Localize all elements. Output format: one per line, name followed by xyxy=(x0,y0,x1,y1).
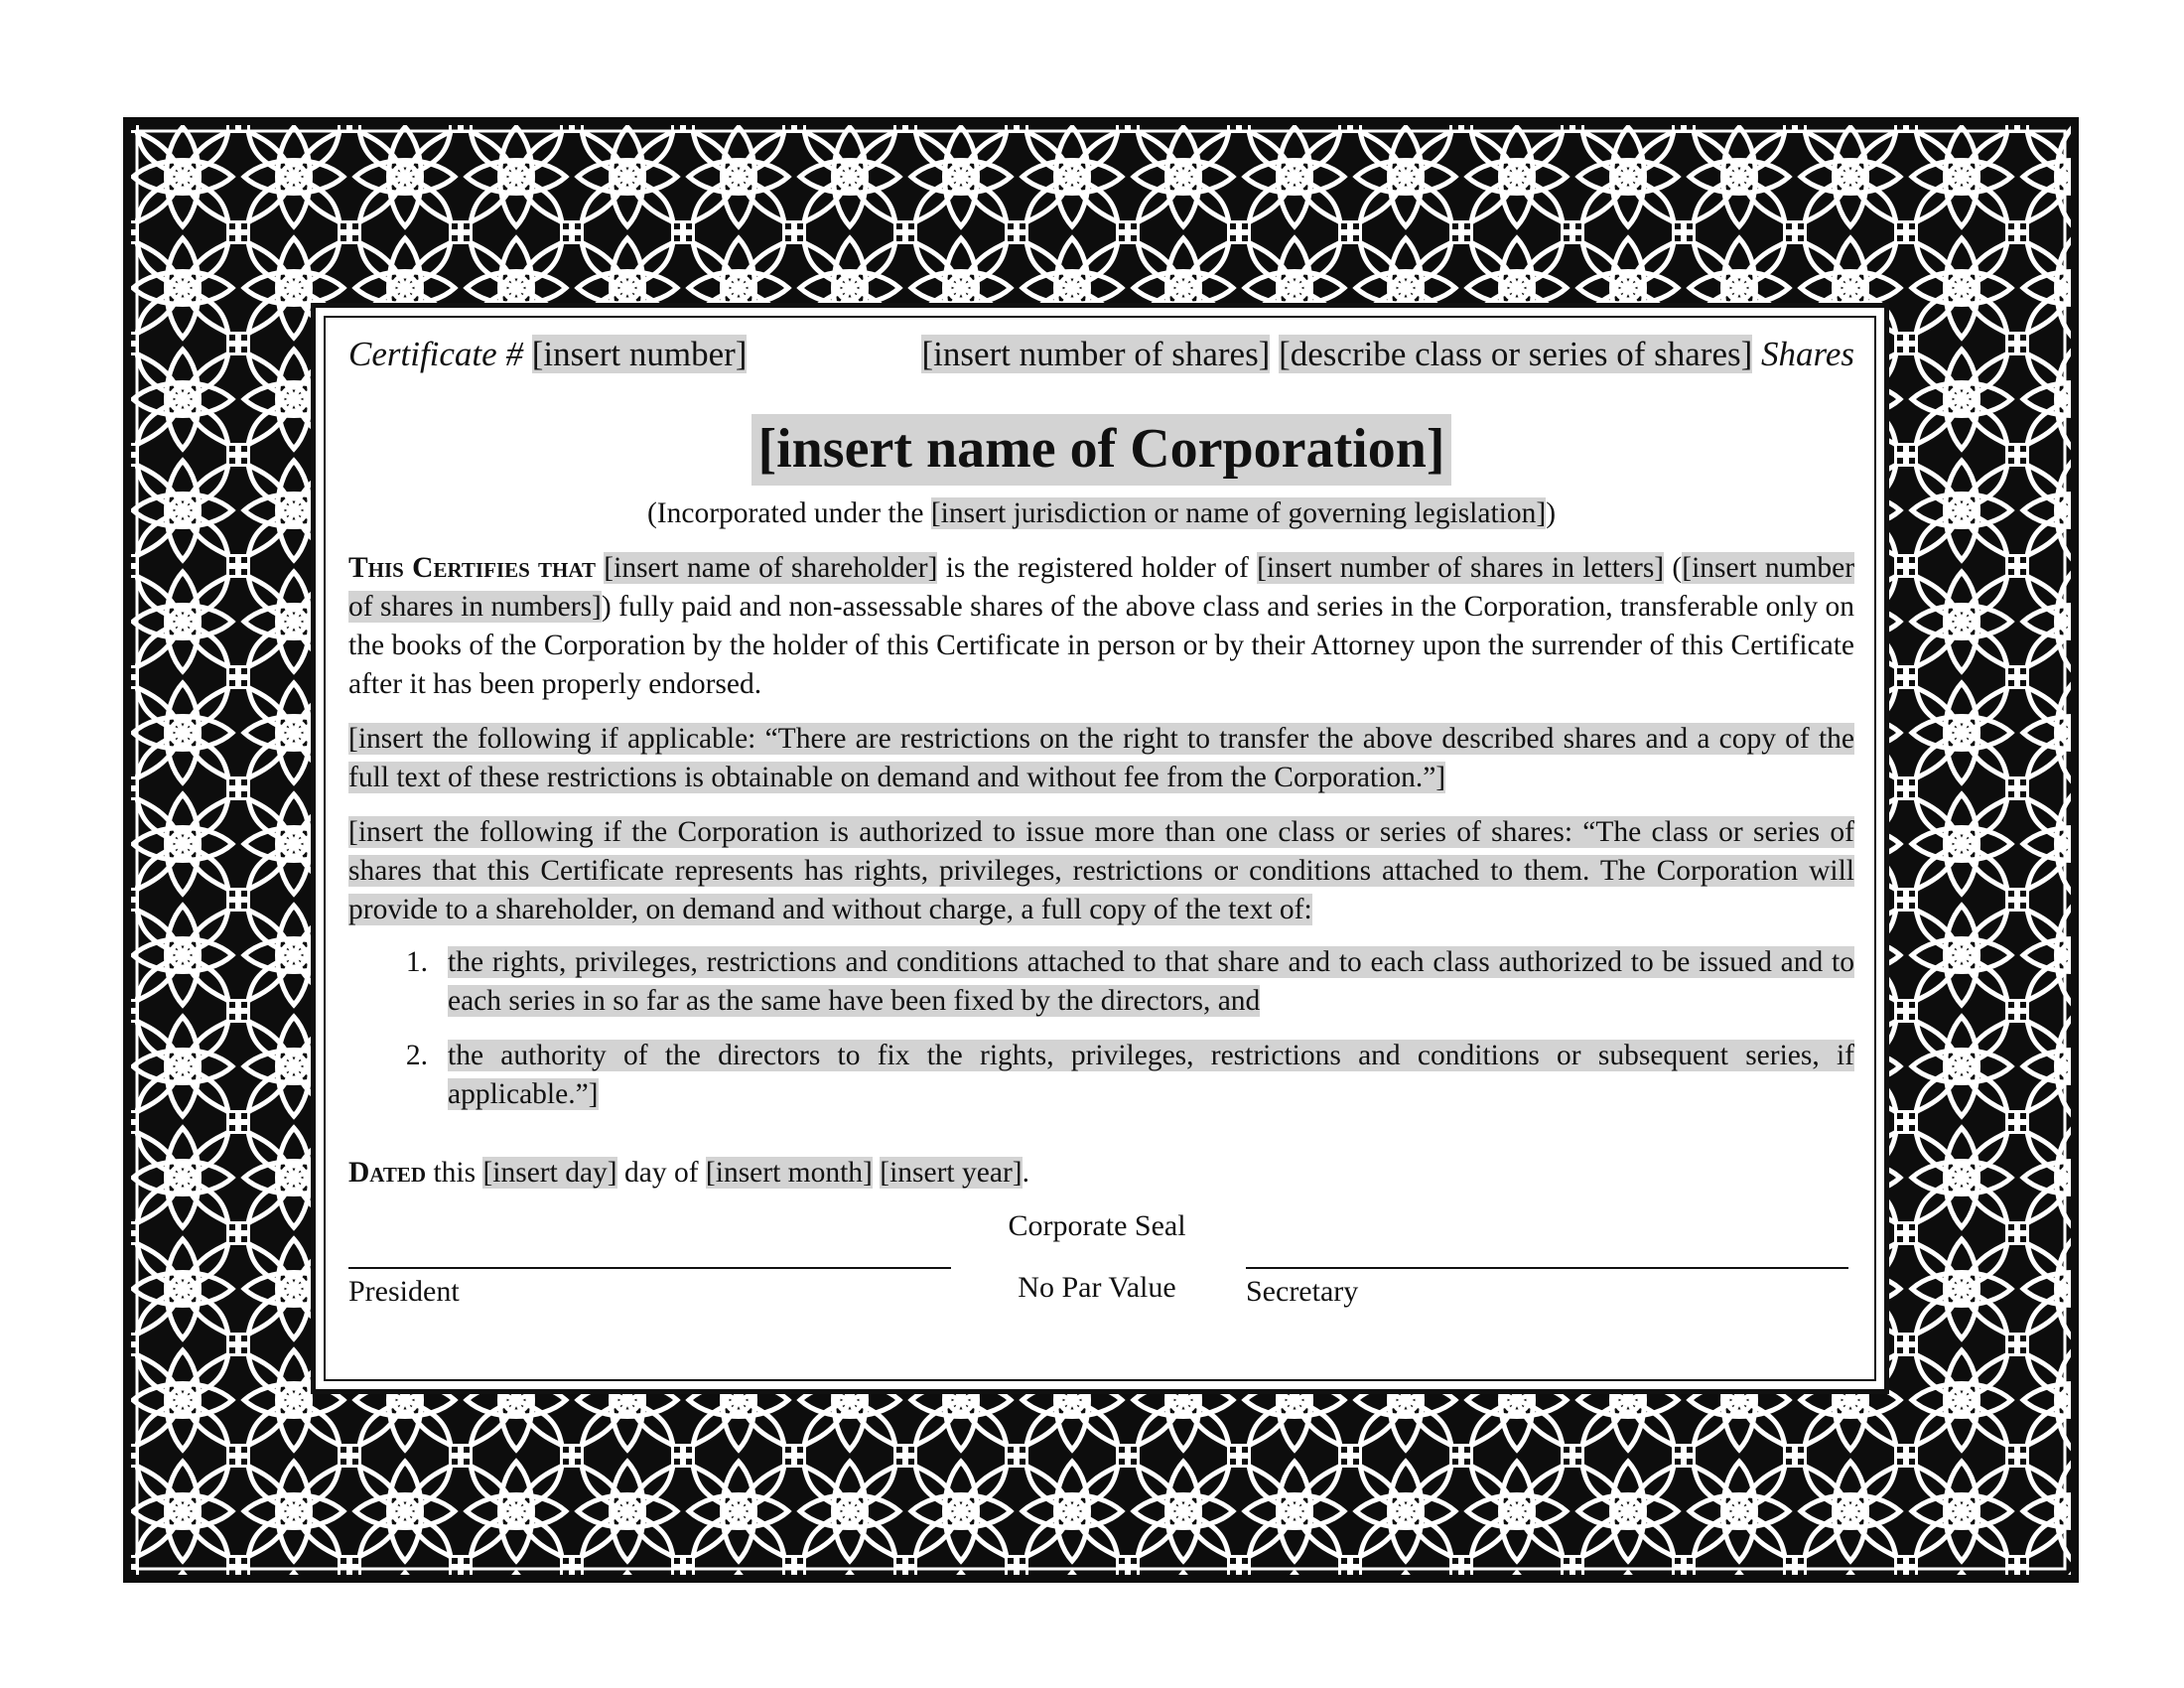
list-item-text-wrap xyxy=(448,1037,1854,1114)
list-item-number: 1. xyxy=(405,946,428,978)
dated-this: this xyxy=(426,1157,483,1189)
shares-group xyxy=(921,330,1854,379)
president-signature-line xyxy=(348,1267,951,1269)
dated-lead: Dated xyxy=(348,1157,427,1189)
list-item-text: the rights, privileges, restrictions and conditions attached to that share and to each class authorized to be issued and to each series in so far as the same have been fixed by the directors, and xyxy=(448,946,1854,1017)
dated-period: . xyxy=(1022,1157,1029,1189)
dated-line xyxy=(348,1154,1854,1193)
dated-day-of: day of xyxy=(616,1157,706,1189)
certificate-number-field: [insert number] xyxy=(531,335,748,373)
corporate-seal-label: Corporate Seal xyxy=(1008,1209,1186,1242)
shares-in-numbers-field: [insert number of shares in numbers] xyxy=(348,552,1855,623)
certificate-label: Certificate # xyxy=(348,335,523,373)
open-paren: ( xyxy=(1664,552,1683,584)
corporation-title xyxy=(348,417,1854,481)
secretary-label: Secretary xyxy=(1246,1275,1359,1308)
secretary-signature-line xyxy=(1246,1267,1848,1269)
list-item xyxy=(348,943,1854,1021)
certifies-rest: ) fully paid and non-assessable shares of the above class and series in the Corporation, transferable only on the books of the Corporation by the holder of this Certificate in person or by their Attorney upon the surrender of this Certificate after it has been properly endorsed. xyxy=(348,591,1854,700)
shares-label: Shares xyxy=(1761,335,1854,373)
certifies-lead: This Certifies that xyxy=(348,552,596,584)
certifies-mid: is the registered holder of xyxy=(937,552,1258,584)
shareholder-name-field: [insert name of shareholder] xyxy=(604,552,938,584)
list-item-text-wrap xyxy=(448,943,1854,1021)
list-item xyxy=(348,1037,1854,1114)
incorporation-line xyxy=(348,494,1854,533)
restrictions-paragraph xyxy=(348,720,1854,797)
certifies-paragraph xyxy=(348,549,1854,704)
number-of-shares-field: [insert number of shares] xyxy=(921,335,1271,373)
incorporation-suffix: ) xyxy=(1546,497,1557,529)
class-of-shares-field: [describe class or series of shares] xyxy=(1279,335,1753,373)
signature-area xyxy=(316,1209,1822,1372)
class-text: [insert the following if the Corporation is authorized to issue more than one class or series of shares: “The class or series of shares that this Certificate represents has rights, privileges, restrictions or conditions attached to them. The Corporation will provide to a shareholder, on demand and without charge, a full copy of the text of: xyxy=(348,816,1854,925)
list-item-number: 2. xyxy=(405,1040,428,1071)
year-field: [insert year] xyxy=(880,1157,1023,1189)
month-field: [insert month] xyxy=(705,1157,873,1189)
restrictions-text: [insert the following if applicable: “There are restrictions on the right to transfer the above described shares and a copy of the full text of these restrictions is obtainable on demand and without fee from the Corporation.”] xyxy=(348,723,1854,793)
certificate-panel xyxy=(311,303,1889,1394)
day-field: [insert day] xyxy=(482,1157,617,1189)
rights-list xyxy=(348,943,1854,1114)
certificate-header xyxy=(348,330,1854,379)
class-paragraph xyxy=(348,813,1854,929)
incorporation-prefix: (Incorporated under the xyxy=(646,497,931,529)
certificate-number-group xyxy=(348,330,747,379)
president-label: President xyxy=(348,1275,460,1308)
corporation-name-field: [insert name of Corporation] xyxy=(751,414,1450,486)
list-item-text: the authority of the directors to fix the rights, privileges, restrictions and conditions or subsequent series, if applicable.”] xyxy=(448,1040,1854,1110)
jurisdiction-field: [insert jurisdiction or name of governing legislation] xyxy=(930,497,1547,529)
certificate-content xyxy=(348,330,1854,1193)
par-value-label: No Par Value xyxy=(1018,1271,1176,1304)
shares-in-letters-field: [insert number of shares in letters] xyxy=(1257,552,1665,584)
